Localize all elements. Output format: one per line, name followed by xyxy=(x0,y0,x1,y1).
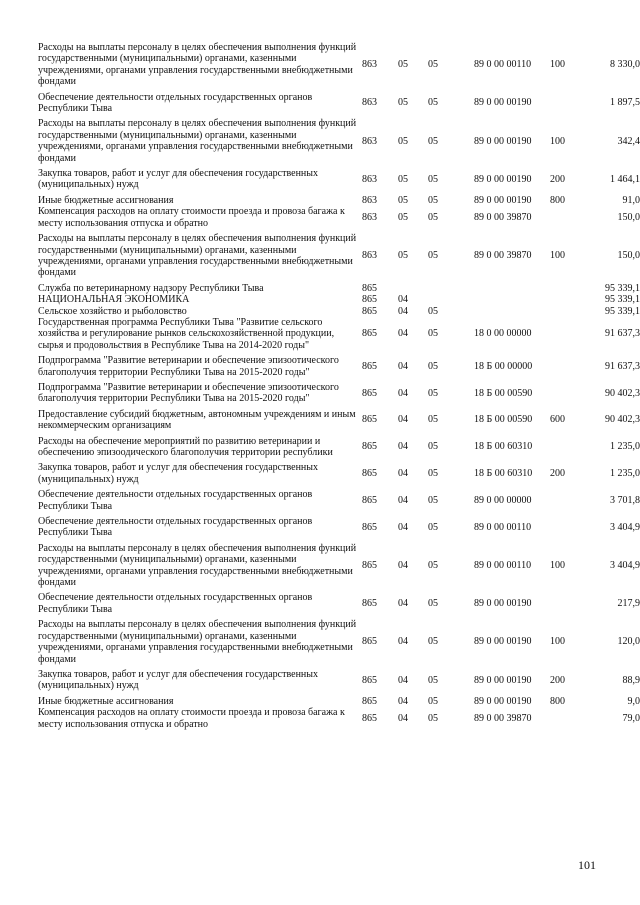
row-amount: 217,9 xyxy=(617,598,640,610)
row-ved-code: 865 xyxy=(362,636,377,648)
table-row xyxy=(38,696,640,707)
row-amount: 1 235,0 xyxy=(610,468,640,480)
row-subsection-code: 05 xyxy=(428,521,438,533)
row-amount: 79,0 xyxy=(622,712,640,724)
row-ved-code: 865 xyxy=(362,674,377,686)
row-amount: 91 637,3 xyxy=(605,360,640,372)
row-subsection-code: 05 xyxy=(428,468,438,480)
row-target-article: 18 Б 00 00590 xyxy=(474,387,533,399)
row-amount: 95 339,1 xyxy=(605,305,640,317)
row-target-article: 89 0 00 39870 xyxy=(474,211,532,223)
row-expense-type xyxy=(550,382,580,409)
row-ved-code: 865 xyxy=(362,598,377,610)
row-name: Обеспечение деятельности отдельных государственных органов Республики Тыва xyxy=(38,592,313,615)
row-amount: 150,0 xyxy=(617,250,640,262)
row-target-article: 89 0 00 00110 xyxy=(474,521,532,533)
row-amount: 1 235,0 xyxy=(610,441,640,453)
row-section-code: 05 xyxy=(398,194,408,206)
table-row xyxy=(38,92,640,119)
row-ved-code: 865 xyxy=(362,360,377,372)
row-section-code: 04 xyxy=(398,414,408,426)
row-subsection-code: 05 xyxy=(428,211,438,223)
row-section-code: 04 xyxy=(398,559,408,571)
row-target-article: 18 Б 00 60310 xyxy=(474,468,533,480)
row-expense-type xyxy=(550,283,580,294)
table-row xyxy=(38,436,640,463)
row-ved-code: 865 xyxy=(362,387,377,399)
table-row xyxy=(38,195,640,206)
row-expense-type: 600 xyxy=(550,414,565,426)
row-target-article: 89 0 00 00190 xyxy=(474,135,532,147)
table-row xyxy=(38,543,640,593)
row-target-article: 89 0 00 00190 xyxy=(474,636,532,648)
row-ved-code: 863 xyxy=(362,194,377,206)
row-subsection-code: 05 xyxy=(428,636,438,648)
row-ved-code: 865 xyxy=(362,712,377,724)
row-amount: 342,4 xyxy=(617,135,640,147)
row-ved-code: 865 xyxy=(362,494,377,506)
row-amount: 1 464,1 xyxy=(610,173,640,185)
row-section-code: 04 xyxy=(398,712,408,724)
row-subsection-code: 05 xyxy=(428,598,438,610)
row-expense-type: 100 xyxy=(550,59,565,71)
row-subsection-code: 05 xyxy=(428,250,438,262)
row-expense-type xyxy=(550,317,580,355)
row-amount: 91,0 xyxy=(622,194,640,206)
row-ved-code: 865 xyxy=(362,695,377,707)
row-subsection-code: 05 xyxy=(428,559,438,571)
table-row xyxy=(38,669,640,696)
row-subsection-code: 05 xyxy=(428,194,438,206)
row-name: Закупка товаров, работ и услуг для обеспечения государственных (муниципальных) нужд xyxy=(38,462,319,485)
row-amount: 90 402,3 xyxy=(605,414,640,426)
row-expense-type xyxy=(550,516,580,543)
row-ved-code: 865 xyxy=(362,441,377,453)
table-row xyxy=(38,306,640,317)
row-expense-type xyxy=(550,436,580,463)
row-ved-code: 865 xyxy=(362,282,377,294)
row-section-code: 04 xyxy=(398,294,408,306)
row-name: Сельское хозяйство и рыболовство xyxy=(38,305,187,317)
row-amount: 88,9 xyxy=(622,674,640,686)
row-subsection-code: 05 xyxy=(428,695,438,707)
row-target-article xyxy=(474,306,550,317)
row-amount: 120,0 xyxy=(617,636,640,648)
row-amount: 150,0 xyxy=(617,211,640,223)
table-row xyxy=(38,516,640,543)
row-section-code: 04 xyxy=(398,494,408,506)
row-name: Закупка товаров, работ и услуг для обеспечения государственных (муниципальных) нужд xyxy=(38,168,319,191)
row-ved-code: 865 xyxy=(362,468,377,480)
row-target-article: 18 Б 00 60310 xyxy=(474,441,533,453)
row-name: Обеспечение деятельности отдельных государственных органов Республики Тыва xyxy=(38,91,313,115)
row-ved-code: 865 xyxy=(362,294,377,306)
row-name: Предоставление субсидий бюджетным, автономным учреждениям и иным некоммерческим организациям xyxy=(38,408,356,432)
row-name: Расходы на выплаты персоналу в целях обеспечения выполнения функций государственными (муниципальными) органами, казенными учреждениями, органами управления государственными внебюджетными фондами xyxy=(38,233,357,279)
row-amount: 95 339,1 xyxy=(605,294,640,306)
row-expense-type xyxy=(550,355,580,382)
table-row xyxy=(38,206,640,233)
row-section-code: 04 xyxy=(398,387,408,399)
row-expense-type: 200 xyxy=(550,674,565,686)
row-expense-type: 100 xyxy=(550,135,565,147)
row-target-article: 89 0 00 00190 xyxy=(474,97,532,109)
row-ved-code: 865 xyxy=(362,414,377,426)
row-section-code: 05 xyxy=(398,97,408,109)
row-expense-type: 200 xyxy=(550,173,565,185)
table-row xyxy=(38,118,640,168)
row-ved-code: 863 xyxy=(362,59,377,71)
row-target-article: 18 0 00 00000 xyxy=(474,328,532,340)
row-name: Компенсация расходов на оплату стоимости проезда и провоза багажа к месту использования отпуска и обратно xyxy=(38,707,345,730)
row-section-code: 05 xyxy=(398,173,408,185)
row-target-article: 18 Б 00 00000 xyxy=(474,360,533,372)
row-name: Компенсация расходов на оплату стоимости проезда и провоза багажа к месту использования отпуска и обратно xyxy=(38,206,345,229)
row-expense-type: 800 xyxy=(550,695,565,707)
table-row xyxy=(38,462,640,489)
row-name: Расходы на выплаты персоналу в целях обеспечения выполнения функций государственными (муниципальными) органами, казенными учреждениями, органами управления государственными внебюджетными фондами xyxy=(38,619,357,665)
row-ved-code: 863 xyxy=(362,211,377,223)
row-subsection-code: 05 xyxy=(428,494,438,506)
row-subsection-code: 05 xyxy=(428,97,438,109)
row-subsection-code: 05 xyxy=(428,441,438,453)
row-name: Закупка товаров, работ и услуг для обеспечения государственных (муниципальных) нужд xyxy=(38,668,319,692)
row-subsection-code: 05 xyxy=(428,135,438,147)
row-expense-type xyxy=(550,92,580,119)
row-name: Служба по ветеринарному надзору Республики Тыва xyxy=(38,282,264,294)
row-target-article: 89 0 00 00190 xyxy=(474,598,532,610)
row-subsection-code: 05 xyxy=(428,305,438,317)
row-subsection-code: 05 xyxy=(428,712,438,724)
row-amount: 3 701,8 xyxy=(610,494,640,506)
row-expense-type: 100 xyxy=(550,559,565,571)
row-section-code: 04 xyxy=(398,636,408,648)
row-amount: 3 404,9 xyxy=(610,559,640,571)
row-target-article: 18 Б 00 00590 xyxy=(474,414,533,426)
row-section-code: 04 xyxy=(398,441,408,453)
row-target-article: 89 0 00 00190 xyxy=(474,173,532,185)
row-name: Государственная программа Республики Тыва "Развитие сельского хозяйства и регулирование рынков сельскохозяйственной продукции, сырья и продовольствия в Республике Тыва на 2014-2020 годы" xyxy=(38,316,335,351)
row-name: Расходы на обеспечение мероприятий по развитию ветеринарии и обеспечению эпизоодического благополучия территории республики xyxy=(38,435,333,458)
row-section-code: 04 xyxy=(398,360,408,372)
row-amount: 9,0 xyxy=(627,695,640,707)
row-subsection-code: 05 xyxy=(428,360,438,372)
row-subsection-code: 05 xyxy=(428,173,438,185)
table-row xyxy=(38,382,640,409)
row-section-code: 04 xyxy=(398,695,408,707)
table-row xyxy=(38,489,640,516)
row-name: Обеспечение деятельности отдельных государственных органов Республики Тыва xyxy=(38,489,313,512)
row-ved-code: 865 xyxy=(362,328,377,340)
row-section-code: 04 xyxy=(398,468,408,480)
row-subsection-code: 05 xyxy=(428,328,438,340)
table-row xyxy=(38,409,640,436)
row-target-article xyxy=(474,283,550,294)
row-name: Обеспечение деятельности отдельных государственных органов Республики Тыва xyxy=(38,516,313,539)
row-expense-type xyxy=(550,592,580,619)
row-amount: 1 897,5 xyxy=(610,97,640,109)
row-expense-type: 800 xyxy=(550,194,565,206)
row-name: Подпрограмма "Развитие ветеринарии и обеспечение эпизоотического благополучия территории Республики Тыва на 2015-2020 годы" xyxy=(38,381,339,405)
page-number: 101 xyxy=(578,858,596,872)
row-expense-type xyxy=(550,489,580,516)
row-subsection-code xyxy=(428,283,474,294)
table-row xyxy=(38,283,640,294)
row-amount: 91 637,3 xyxy=(605,328,640,340)
row-expense-type: 100 xyxy=(550,250,565,262)
row-ved-code: 863 xyxy=(362,173,377,185)
row-section-code: 04 xyxy=(398,305,408,317)
row-expense-type xyxy=(550,306,580,317)
row-target-article: 89 0 00 00190 xyxy=(474,695,532,707)
row-amount: 90 402,3 xyxy=(605,387,640,399)
row-section-code: 04 xyxy=(398,328,408,340)
row-section-code: 05 xyxy=(398,250,408,262)
row-name: Расходы на выплаты персоналу в целях обеспечения выполнения функций государственными (муниципальными) органами, казенными учреждениями, органами управления государственными внебюджетными фондами xyxy=(38,42,357,88)
row-ved-code: 865 xyxy=(362,559,377,571)
row-amount: 95 339,1 xyxy=(605,282,640,294)
row-name: Расходы на выплаты персоналу в целях обеспечения выполнения функций государственными (муниципальными) органами, казенными учреждениями, органами управления государственными внебюджетными фондами xyxy=(38,542,357,589)
row-ved-code: 865 xyxy=(362,521,377,533)
table-row xyxy=(38,707,640,734)
row-subsection-code: 05 xyxy=(428,414,438,426)
table-row xyxy=(38,168,640,195)
row-section-code: 05 xyxy=(398,59,408,71)
row-target-article: 89 0 00 00110 xyxy=(474,59,532,71)
table-row xyxy=(38,592,640,619)
row-subsection-code: 05 xyxy=(428,674,438,686)
row-subsection-code: 05 xyxy=(428,59,438,71)
row-target-article: 89 0 00 00110 xyxy=(474,559,532,571)
row-target-article: 89 0 00 00190 xyxy=(474,674,532,686)
table-row xyxy=(38,294,640,305)
table-row xyxy=(38,619,640,669)
row-ved-code: 863 xyxy=(362,135,377,147)
budget-table xyxy=(38,42,640,734)
row-name: Подпрограмма "Развитие ветеринарии и обеспечение эпизоотического благополучия территории Республики Тыва на 2015-2020 годы" xyxy=(38,355,339,378)
row-ved-code: 863 xyxy=(362,250,377,262)
row-name: НАЦИОНАЛЬНАЯ ЭКОНОМИКА xyxy=(38,294,190,306)
row-target-article xyxy=(474,294,550,305)
row-ved-code: 865 xyxy=(362,305,377,317)
row-name: Иные бюджетные ассигнования xyxy=(38,695,174,707)
row-subsection-code: 05 xyxy=(428,387,438,399)
row-expense-type xyxy=(550,206,580,233)
table-row xyxy=(38,355,640,382)
row-expense-type: 100 xyxy=(550,636,565,648)
table-row xyxy=(38,317,640,355)
row-target-article: 89 0 00 39870 xyxy=(474,250,532,262)
row-name: Иные бюджетные ассигнования xyxy=(38,194,174,206)
row-target-article: 89 0 00 00000 xyxy=(474,494,532,506)
row-section-code xyxy=(398,283,428,294)
row-section-code: 04 xyxy=(398,521,408,533)
row-target-article: 89 0 00 39870 xyxy=(474,712,532,724)
row-amount: 3 404,9 xyxy=(610,521,640,533)
row-section-code: 04 xyxy=(398,598,408,610)
row-subsection-code xyxy=(428,294,474,305)
row-section-code: 04 xyxy=(398,674,408,686)
table-row xyxy=(38,233,640,283)
table-row xyxy=(38,42,640,92)
row-ved-code: 863 xyxy=(362,97,377,109)
row-amount: 8 330,0 xyxy=(610,59,640,71)
row-name: Расходы на выплаты персоналу в целях обеспечения выполнения функций государственными (муниципальными) органами, казенными учреждениями, органами управления государственными внебюджетными фондами xyxy=(38,118,357,164)
row-expense-type xyxy=(550,707,580,734)
row-expense-type xyxy=(550,294,580,305)
row-section-code: 05 xyxy=(398,211,408,223)
budget-table-body xyxy=(38,42,640,734)
row-section-code: 05 xyxy=(398,135,408,147)
row-expense-type: 200 xyxy=(550,468,565,480)
row-target-article: 89 0 00 00190 xyxy=(474,194,532,206)
